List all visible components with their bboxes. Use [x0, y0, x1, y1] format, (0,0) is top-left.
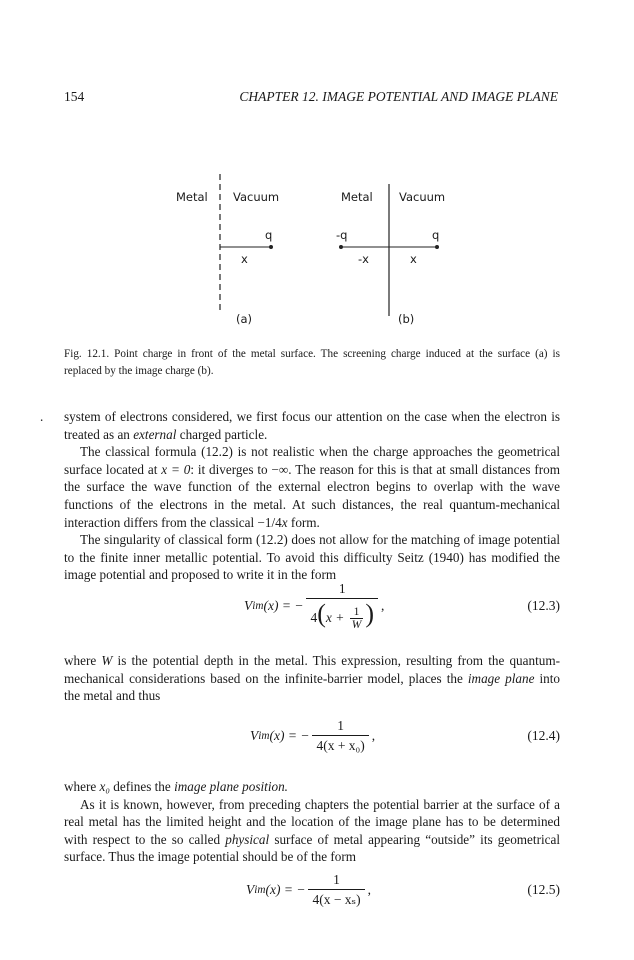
text-block-3: [64, 778, 560, 866]
equation-12-5-math: V im (x) = − $\frac{1}{\text{4(x − xₛ)}}$ ,: [246, 872, 371, 907]
panel-b-distance-label: x: [410, 252, 417, 266]
paragraph-2: The classical formula (12.2) is not realistic when the charge approaches the geometrical surface located at x = 0: it diverges to −∞. The reason for this is that at small distances from the surface the wave function of the external electron begins to overlap with the wave functions of the electrons in the metal. At such distances, the real quantum-mechanical interaction differs from the classical −1/4x form.: [64, 444, 560, 530]
panel-a-tag: (a): [236, 312, 253, 326]
figure-caption: Fig. 12.1. Point charge in front of the metal surface. The screening charge induced at the surface (a) is replaced by the image charge (b).: [64, 348, 560, 377]
panel-b-charge-dot: [435, 245, 439, 249]
panel-b-image-charge-label: -q: [336, 228, 348, 242]
paragraph-5: where x₀ defines the image plane position.: [64, 779, 288, 794]
equation-number-12-3: (12.3): [527, 598, 560, 613]
text-block-1: [40, 408, 560, 584]
figure-12-1: [160, 170, 480, 340]
panel-a-charge-dot: [269, 245, 273, 249]
equation-number-12-5: (12.5): [527, 882, 560, 897]
paragraph-1: system of electrons considered, we first focus our attention on the case when the electron is treated as an external charged particle.: [64, 409, 560, 442]
panel-b-image-charge-dot: [339, 245, 343, 249]
equation-12-3-math: V im (x) = − 1 4(x + $\frac{1}{W}$ ) ,: [244, 580, 385, 632]
running-header: [64, 89, 558, 109]
panel-a-metal-label: Metal: [176, 190, 208, 204]
equation-number-12-4: (12.4): [527, 728, 560, 743]
paragraph-4: where W is the potential depth in the metal. This expression, resulting from the quantum-mechanical considerations based on the infinite-barrier model, places the image plane into the metal and thus: [64, 653, 561, 704]
equation-12-4-math: V im (x) = − $\frac{1}{\text{4(x + x₀)}}$ ,: [250, 718, 376, 753]
panel-b-charge-label: q: [432, 228, 440, 242]
panel-b-image-distance-label: -x: [358, 252, 369, 266]
margin-mark: .: [40, 409, 44, 424]
paragraph-6: As it is known, however, from preceding chapters the potential barrier at the surface of a real metal has the limited height and the location of the image plane has to be determined with respect to the so called physical surface of metal appearing “outside” its geometrical surface. Thus the image potential should be of the form: [64, 796, 560, 865]
paragraph-3: The singularity of classical form (12.2) does not allow for the matching of image potential to the finite inner metallic potential. To avoid this difficulty Seitz (1940) has modified the image potential and proposed to write it in the form: [64, 532, 560, 583]
panel-a-charge-label: q: [265, 228, 273, 242]
equation-12-5: [64, 864, 560, 916]
panel-b-tag: (b): [398, 312, 415, 326]
panel-a-distance-label: x: [241, 252, 248, 266]
panel-a-vacuum-label: Vacuum: [233, 190, 280, 204]
panel-b-metal-label: Metal: [341, 190, 373, 204]
equation-12-4: [64, 710, 560, 762]
chapter-title: CHAPTER 12. IMAGE POTENTIAL AND IMAGE PLANE: [239, 89, 558, 104]
panel-b-vacuum-label: Vacuum: [399, 190, 446, 204]
text-block-2: [64, 652, 560, 705]
equation-12-3: [64, 580, 560, 632]
page-number: 154: [64, 89, 85, 104]
